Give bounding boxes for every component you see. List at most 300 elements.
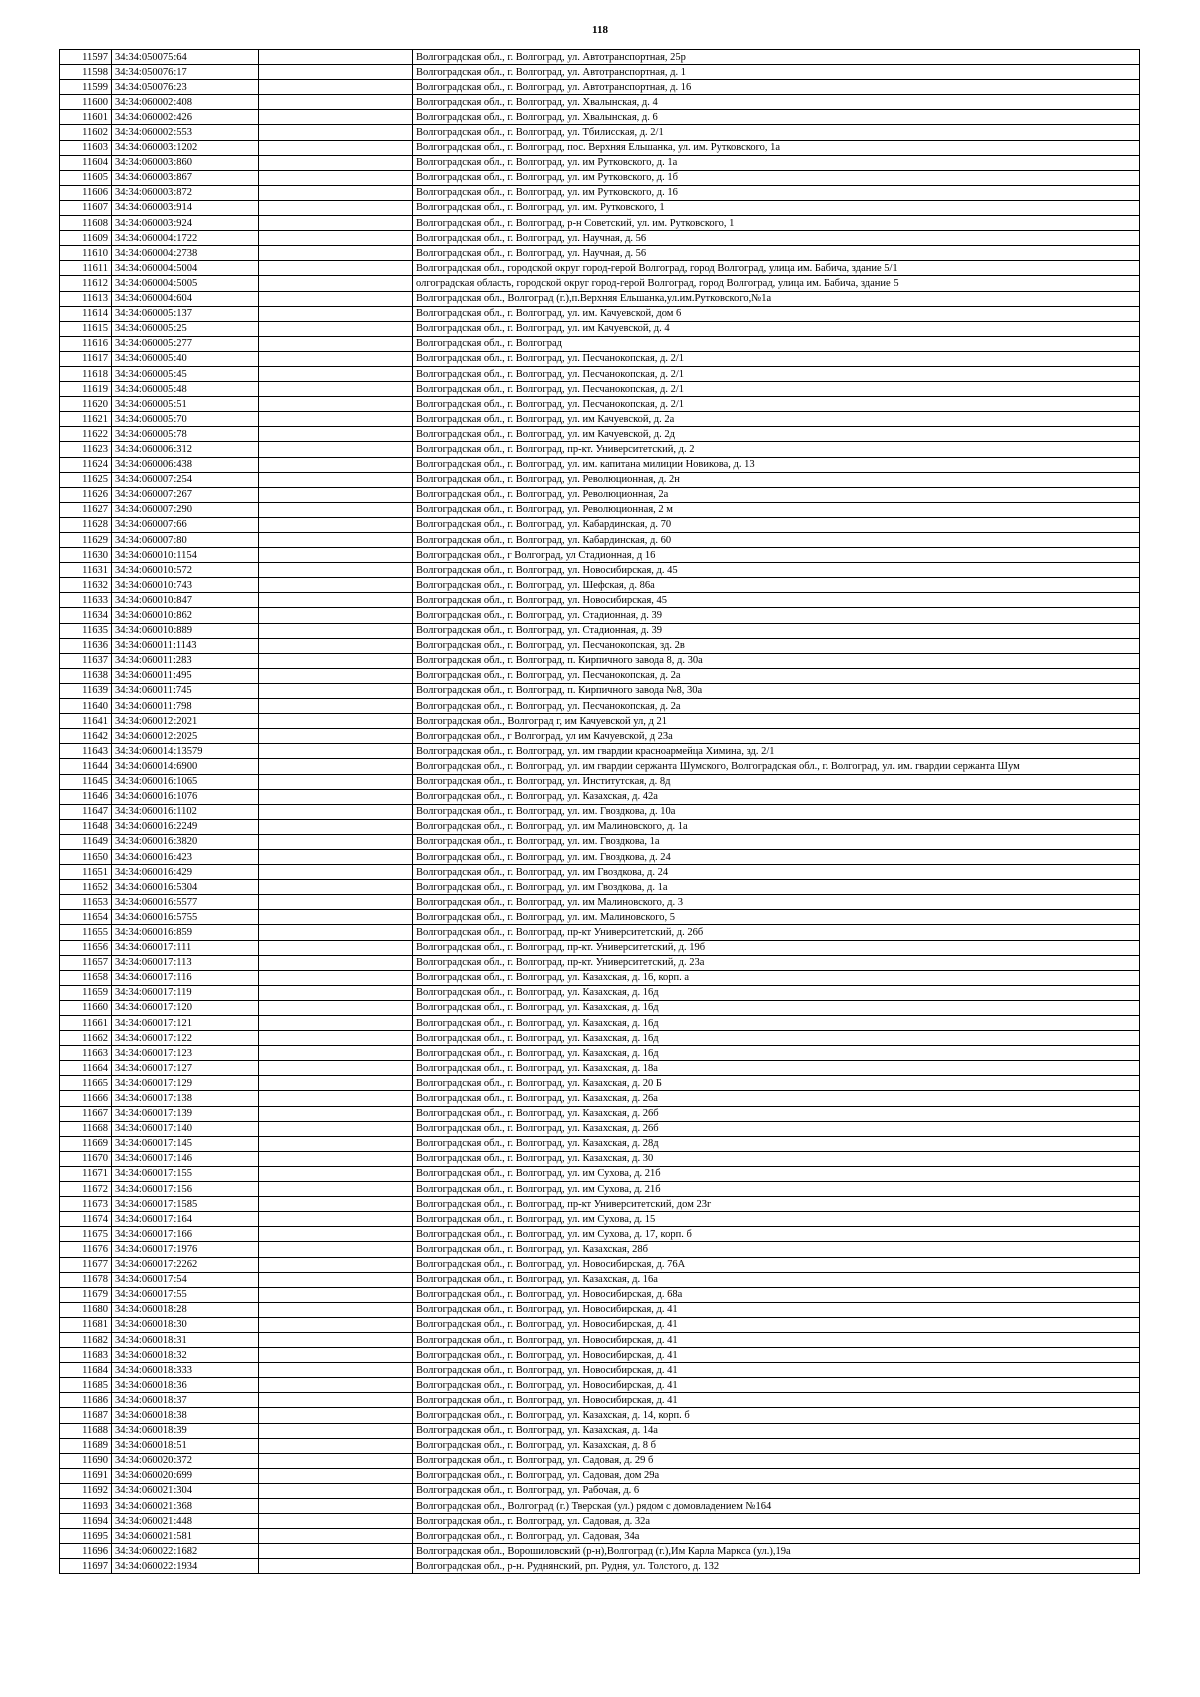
table-row (60, 638, 1140, 653)
table-row (60, 246, 1140, 261)
address-cell: Волгоградская обл., г. Волгоград, ул. Новосибирская, д. 41 (413, 1378, 1140, 1393)
address-cell: Волгоградская обл., г. Волгоград, пр-кт. Университетский, д. 23а (413, 955, 1140, 970)
cadastral-number-cell: 34:34:060021:304 (112, 1483, 259, 1498)
cadastral-number-cell: 34:34:060016:859 (112, 925, 259, 940)
table-row (60, 1031, 1140, 1046)
cadastral-number-cell: 34:34:060003:1202 (112, 140, 259, 155)
address-cell: Волгоградская обл., г. Волгоград, ул. Казахская, д. 26б (413, 1121, 1140, 1136)
address-cell: Волгоградская обл., г. Волгоград, ул. Казахская, д. 14, корп. б (413, 1408, 1140, 1423)
table-row (60, 1544, 1140, 1559)
cadastral-number-cell: 34:34:060007:290 (112, 502, 259, 517)
cadastral-number-cell: 34:34:060014:6900 (112, 759, 259, 774)
address-cell: Волгоградская обл., г. Волгоград, ул. Казахская, д. 26а (413, 1091, 1140, 1106)
empty-cell (259, 1438, 413, 1453)
address-cell: Волгоградская обл., г. Волгоград, ул. Научная, д. 56 (413, 246, 1140, 261)
table-row (60, 125, 1140, 140)
cadastral-number-cell: 34:34:060020:372 (112, 1453, 259, 1468)
empty-cell (259, 895, 413, 910)
empty-cell (259, 1151, 413, 1166)
empty-cell (259, 533, 413, 548)
table-row (60, 382, 1140, 397)
empty-cell (259, 940, 413, 955)
row-number-cell: 11656 (60, 940, 112, 955)
row-number-cell: 11634 (60, 608, 112, 623)
row-number-cell: 11659 (60, 985, 112, 1000)
empty-cell (259, 1166, 413, 1181)
row-number-cell: 11673 (60, 1197, 112, 1212)
table-row (60, 910, 1140, 925)
table-row (60, 1393, 1140, 1408)
cadastral-number-cell: 34:34:060017:122 (112, 1031, 259, 1046)
cadastral-number-cell: 34:34:050076:17 (112, 65, 259, 80)
empty-cell (259, 1287, 413, 1302)
row-number-cell: 11614 (60, 306, 112, 321)
table-row (60, 668, 1140, 683)
address-cell: Волгоградская обл., г. Волгоград, п. Кирпичного завода 8, д. 30а (413, 653, 1140, 668)
address-cell: Волгоградская обл., г. Волгоград, пос. Верхняя Ельшанка, ул. им. Рутковского, 1а (413, 140, 1140, 155)
cadastral-number-cell: 34:34:060017:2262 (112, 1257, 259, 1272)
cadastral-number-cell: 34:34:060017:113 (112, 955, 259, 970)
address-cell: Волгоградская обл., г. Волгоград, ул. Казахская, д. 26б (413, 1106, 1140, 1121)
address-cell: Волгоградская обл., г. Волгоград, ул. Новосибирская, д. 41 (413, 1302, 1140, 1317)
empty-cell (259, 1317, 413, 1332)
address-cell: Волгоградская обл., г. Волгоград, ул. Тбилисская, д. 2/1 (413, 125, 1140, 140)
table-row (60, 110, 1140, 125)
row-number-cell: 11674 (60, 1212, 112, 1227)
empty-cell (259, 834, 413, 849)
cadastral-number-cell: 34:34:060006:438 (112, 457, 259, 472)
row-number-cell: 11688 (60, 1423, 112, 1438)
cadastral-number-cell: 34:34:060017:155 (112, 1166, 259, 1181)
cadastral-number-cell: 34:34:060018:31 (112, 1332, 259, 1347)
address-cell: Волгоградская обл., г. Волгоград, ул. Казахская, д. 20 Б (413, 1076, 1140, 1091)
table-row (60, 578, 1140, 593)
address-cell: Волгоградская обл., г. Волгоград, ул. Казахская, д. 16а (413, 1272, 1140, 1287)
row-number-cell: 11647 (60, 804, 112, 819)
cadastral-number-cell: 34:34:060007:254 (112, 472, 259, 487)
table-row (60, 1000, 1140, 1015)
table-row (60, 1559, 1140, 1574)
empty-cell (259, 487, 413, 502)
empty-cell (259, 548, 413, 563)
address-cell: Волгоградская обл., г Волгоград, ул Стадионная, д 16 (413, 548, 1140, 563)
empty-cell (259, 517, 413, 532)
table-row (60, 1453, 1140, 1468)
table-row (60, 140, 1140, 155)
empty-cell (259, 1302, 413, 1317)
cadastral-number-cell: 34:34:060017:111 (112, 940, 259, 955)
address-cell: Волгоградская обл., г. Волгоград, ул. Казахская, д. 14а (413, 1423, 1140, 1438)
row-number-cell: 11618 (60, 366, 112, 381)
cadastral-number-cell: 34:34:060003:860 (112, 155, 259, 170)
row-number-cell: 11601 (60, 110, 112, 125)
empty-cell (259, 1393, 413, 1408)
row-number-cell: 11677 (60, 1257, 112, 1272)
empty-cell (259, 1000, 413, 1015)
row-number-cell: 11612 (60, 276, 112, 291)
cadastral-number-cell: 34:34:060017:116 (112, 970, 259, 985)
cadastral-number-cell: 34:34:060021:368 (112, 1499, 259, 1514)
address-cell: Волгоградская обл., г. Волгоград, пр-кт Университетский, д. 26б (413, 925, 1140, 940)
empty-cell (259, 593, 413, 608)
table-row (60, 940, 1140, 955)
empty-cell (259, 1514, 413, 1529)
empty-cell (259, 1121, 413, 1136)
table-row (60, 487, 1140, 502)
address-cell: Волгоградская обл., г. Волгоград, ул. Садовая, д. 32а (413, 1514, 1140, 1529)
row-number-cell: 11695 (60, 1529, 112, 1544)
empty-cell (259, 563, 413, 578)
row-number-cell: 11691 (60, 1468, 112, 1483)
row-number-cell: 11611 (60, 261, 112, 276)
empty-cell (259, 502, 413, 517)
table-row (60, 80, 1140, 95)
empty-cell (259, 216, 413, 231)
empty-cell (259, 1559, 413, 1574)
row-number-cell: 11687 (60, 1408, 112, 1423)
empty-cell (259, 880, 413, 895)
row-number-cell: 11606 (60, 185, 112, 200)
address-cell: Волгоградская обл., г. Волгоград, ул. Казахская, д. 16, корп. а (413, 970, 1140, 985)
empty-cell (259, 442, 413, 457)
empty-cell (259, 653, 413, 668)
table-row (60, 1483, 1140, 1498)
table-row (60, 1106, 1140, 1121)
address-cell: Волгоградская обл., г. Волгоград, ул. Шефская, д. 86а (413, 578, 1140, 593)
cadastral-number-cell: 34:34:050076:23 (112, 80, 259, 95)
empty-cell (259, 668, 413, 683)
cadastral-number-cell: 34:34:060012:2021 (112, 714, 259, 729)
empty-cell (259, 382, 413, 397)
cadastral-number-cell: 34:34:060010:889 (112, 623, 259, 638)
cadastral-number-cell: 34:34:060018:38 (112, 1408, 259, 1423)
empty-cell (259, 95, 413, 110)
table-row (60, 1332, 1140, 1347)
address-cell: Волгоградская обл., г. Волгоград, ул. им Гвоздкова, д. 24 (413, 865, 1140, 880)
table-row (60, 955, 1140, 970)
cadastral-number-cell: 34:34:060016:1102 (112, 804, 259, 819)
row-number-cell: 11690 (60, 1453, 112, 1468)
table-row (60, 744, 1140, 759)
address-cell: Волгоградская обл., г. Волгоград, ул. Новосибирская, д. 41 (413, 1363, 1140, 1378)
row-number-cell: 11694 (60, 1514, 112, 1529)
empty-cell (259, 1031, 413, 1046)
table-row (60, 1151, 1140, 1166)
empty-cell (259, 1544, 413, 1559)
table-row (60, 1136, 1140, 1151)
empty-cell (259, 1242, 413, 1257)
cadastral-number-cell: 34:34:060020:699 (112, 1468, 259, 1483)
row-number-cell: 11598 (60, 65, 112, 80)
empty-cell (259, 699, 413, 714)
empty-cell (259, 140, 413, 155)
cadastral-number-cell: 34:34:060016:3820 (112, 834, 259, 849)
row-number-cell: 11669 (60, 1136, 112, 1151)
land-plot-register-table (59, 49, 1140, 1574)
cadastral-number-cell: 34:34:060010:572 (112, 563, 259, 578)
empty-cell (259, 472, 413, 487)
table-row (60, 1046, 1140, 1061)
table-row (60, 714, 1140, 729)
address-cell: Волгоградская обл., г. Волгоград, ул. им Качуевской, д. 2а (413, 412, 1140, 427)
address-cell: Волгоградская обл., г. Волгоград, ул. Садовая, дом 29а (413, 1468, 1140, 1483)
row-number-cell: 11682 (60, 1332, 112, 1347)
empty-cell (259, 366, 413, 381)
row-number-cell: 11609 (60, 231, 112, 246)
cadastral-number-cell: 34:34:060011:798 (112, 699, 259, 714)
address-cell: Волгоградская обл., г. Волгоград, ул. Казахская, д. 16д (413, 1031, 1140, 1046)
address-cell: Волгоградская обл., г. Волгоград, ул. Хвалынская, д. 6 (413, 110, 1140, 125)
address-cell: Волгоградская обл., г. Волгоград, ул. Новосибирская, д. 41 (413, 1393, 1140, 1408)
cadastral-number-cell: 34:34:060017:164 (112, 1212, 259, 1227)
cadastral-number-cell: 34:34:060018:333 (112, 1363, 259, 1378)
table-row (60, 1182, 1140, 1197)
empty-cell (259, 200, 413, 215)
cadastral-number-cell: 34:34:060007:66 (112, 517, 259, 532)
address-cell: Волгоградская обл., г. Волгоград, ул. Казахская, д. 42а (413, 789, 1140, 804)
row-number-cell: 11641 (60, 714, 112, 729)
row-number-cell: 11644 (60, 759, 112, 774)
address-cell: Волгоградская обл., г. Волгоград, ул. Новосибирская, д. 68а (413, 1287, 1140, 1302)
row-number-cell: 11600 (60, 95, 112, 110)
address-cell: Волгоградская обл., г. Волгоград, ул. Кабардинская, д. 70 (413, 517, 1140, 532)
row-number-cell: 11627 (60, 502, 112, 517)
cadastral-number-cell: 34:34:060014:13579 (112, 744, 259, 759)
empty-cell (259, 231, 413, 246)
cadastral-number-cell: 34:34:060017:145 (112, 1136, 259, 1151)
address-cell: Волгоградская обл., г. Волгоград, ул. им. Гвоздкова, 1а (413, 834, 1140, 849)
address-cell: Волгоградская обл., Волгоград г, им Качуевской ул, д 21 (413, 714, 1140, 729)
cadastral-number-cell: 34:34:060005:40 (112, 351, 259, 366)
address-cell: Волгоградская обл., г. Волгоград, ул. Песчанокопская, д. 2/1 (413, 351, 1140, 366)
row-number-cell: 11684 (60, 1363, 112, 1378)
address-cell: Волгоградская обл., г. Волгоград, ул. Казахская, 28б (413, 1242, 1140, 1257)
cadastral-number-cell: 34:34:060018:32 (112, 1348, 259, 1363)
row-number-cell: 11654 (60, 910, 112, 925)
row-number-cell: 11620 (60, 397, 112, 412)
table-row (60, 729, 1140, 744)
address-cell: Волгоградская обл., г. Волгоград, ул. им. Гвоздкова, д. 24 (413, 849, 1140, 864)
table-row (60, 185, 1140, 200)
row-number-cell: 11686 (60, 1393, 112, 1408)
cadastral-number-cell: 34:34:060007:267 (112, 487, 259, 502)
table-row (60, 291, 1140, 306)
address-cell: олгоградская область, городской округ город-герой Волгоград, город Волгоград, улица им. Бабича, здание 5 (413, 276, 1140, 291)
address-cell: Волгоградская обл., г. Волгоград, ул. Казахская, д. 16д (413, 1000, 1140, 1015)
table-body (60, 50, 1140, 1574)
row-number-cell: 11683 (60, 1348, 112, 1363)
row-number-cell: 11605 (60, 170, 112, 185)
row-number-cell: 11655 (60, 925, 112, 940)
table-row (60, 261, 1140, 276)
page-number: 118 (592, 24, 608, 36)
table-row (60, 1317, 1140, 1332)
row-number-cell: 11651 (60, 865, 112, 880)
address-cell: Волгоградская обл., г. Волгоград, ул. Песчанокопская, д. 2/1 (413, 382, 1140, 397)
empty-cell (259, 849, 413, 864)
address-cell: Волгоградская обл., г. Волгоград, ул. им Рутковского, д. 1б (413, 170, 1140, 185)
address-cell: Волгоградская обл., г. Волгоград, ул. Садовая, д. 29 б (413, 1453, 1140, 1468)
empty-cell (259, 1136, 413, 1151)
row-number-cell: 11625 (60, 472, 112, 487)
row-number-cell: 11661 (60, 1016, 112, 1031)
address-cell: Волгоградская обл., г. Волгоград, ул. им. Гвоздкова, д. 10а (413, 804, 1140, 819)
row-number-cell: 11670 (60, 1151, 112, 1166)
address-cell: Волгоградская обл., Ворошиловский (р-н),Волгоград (г.),Им Карла Маркса (ул.),19а (413, 1544, 1140, 1559)
row-number-cell: 11663 (60, 1046, 112, 1061)
table-row (60, 1166, 1140, 1181)
row-number-cell: 11599 (60, 80, 112, 95)
cadastral-number-cell: 34:34:060018:37 (112, 1393, 259, 1408)
empty-cell (259, 683, 413, 698)
row-number-cell: 11657 (60, 955, 112, 970)
cadastral-number-cell: 34:34:060005:48 (112, 382, 259, 397)
cadastral-number-cell: 34:34:060017:1976 (112, 1242, 259, 1257)
address-cell: Волгоградская обл., г. Волгоград, ул. Садовая, 34а (413, 1529, 1140, 1544)
cadastral-number-cell: 34:34:060010:1154 (112, 548, 259, 563)
table-row (60, 1529, 1140, 1544)
address-cell: Волгоградская обл., г. Волгоград, ул. Новосибирская, д. 41 (413, 1332, 1140, 1347)
table-row (60, 1363, 1140, 1378)
cadastral-number-cell: 34:34:060003:914 (112, 200, 259, 215)
address-cell: Волгоградская обл., г. Волгоград, ул. Хвалынская, д. 4 (413, 95, 1140, 110)
table-row (60, 1348, 1140, 1363)
cadastral-number-cell: 34:34:060004:2738 (112, 246, 259, 261)
address-cell: Волгоградская обл., г. Волгоград, ул. Казахская, д. 16д (413, 1016, 1140, 1031)
row-number-cell: 11692 (60, 1483, 112, 1498)
table-row (60, 548, 1140, 563)
table-row (60, 1499, 1140, 1514)
address-cell: Волгоградская обл., г. Волгоград, ул. Новосибирская, д. 41 (413, 1317, 1140, 1332)
empty-cell (259, 623, 413, 638)
table-row (60, 397, 1140, 412)
empty-cell (259, 80, 413, 95)
cadastral-number-cell: 34:34:060021:581 (112, 1529, 259, 1544)
empty-cell (259, 1016, 413, 1031)
empty-cell (259, 291, 413, 306)
empty-cell (259, 789, 413, 804)
cadastral-number-cell: 34:34:060018:28 (112, 1302, 259, 1317)
row-number-cell: 11642 (60, 729, 112, 744)
address-cell: Волгоградская обл., г. Волгоград, ул. им. Малиновского, 5 (413, 910, 1140, 925)
row-number-cell: 11630 (60, 548, 112, 563)
cadastral-number-cell: 34:34:060018:39 (112, 1423, 259, 1438)
cadastral-number-cell: 34:34:060011:283 (112, 653, 259, 668)
table-row (60, 623, 1140, 638)
empty-cell (259, 955, 413, 970)
empty-cell (259, 1483, 413, 1498)
row-number-cell: 11640 (60, 699, 112, 714)
row-number-cell: 11652 (60, 880, 112, 895)
address-cell: Волгоградская обл., Волгоград (г.),п.Верхняя Ельшанка,ул.им.Рутковского,№1а (413, 291, 1140, 306)
address-cell: Волгоградская обл., г. Волгоград, ул. им Рутковского, д. 1а (413, 155, 1140, 170)
table-row (60, 1438, 1140, 1453)
empty-cell (259, 1091, 413, 1106)
row-number-cell: 11608 (60, 216, 112, 231)
table-row (60, 1468, 1140, 1483)
address-cell: Волгоградская обл., г. Волгоград (413, 336, 1140, 351)
address-cell: Волгоградская обл., г. Волгоград, ул. Революционная, д. 2н (413, 472, 1140, 487)
address-cell: Волгоградская обл., г. Волгоград, ул. Кабардинская, д. 60 (413, 533, 1140, 548)
table-row (60, 1272, 1140, 1287)
cadastral-number-cell: 34:34:060010:862 (112, 608, 259, 623)
empty-cell (259, 804, 413, 819)
address-cell: Волгоградская обл., г. Волгоград, ул. Революционная, 2а (413, 487, 1140, 502)
row-number-cell: 11689 (60, 1438, 112, 1453)
row-number-cell: 11629 (60, 533, 112, 548)
address-cell: Волгоградская обл., г. Волгоград, ул. Песчанокопская, зд. 2в (413, 638, 1140, 653)
row-number-cell: 11615 (60, 321, 112, 336)
row-number-cell: 11658 (60, 970, 112, 985)
address-cell: Волгоградская обл., городской округ город-герой Волгоград, город Волгоград, улица им. Бабича, здание 5/1 (413, 261, 1140, 276)
row-number-cell: 11696 (60, 1544, 112, 1559)
table-row (60, 593, 1140, 608)
empty-cell (259, 1182, 413, 1197)
empty-cell (259, 170, 413, 185)
table-row (60, 789, 1140, 804)
row-number-cell: 11607 (60, 200, 112, 215)
row-number-cell: 11650 (60, 849, 112, 864)
row-number-cell: 11671 (60, 1166, 112, 1181)
cadastral-number-cell: 34:34:060016:1076 (112, 789, 259, 804)
empty-cell (259, 427, 413, 442)
row-number-cell: 11681 (60, 1317, 112, 1332)
cadastral-number-cell: 34:34:060003:924 (112, 216, 259, 231)
table-row (60, 1408, 1140, 1423)
table-row (60, 155, 1140, 170)
row-number-cell: 11619 (60, 382, 112, 397)
address-cell: Волгоградская обл., г. Волгоград, ул. Автотранспортная, д. 1 (413, 65, 1140, 80)
table-row (60, 95, 1140, 110)
row-number-cell: 11633 (60, 593, 112, 608)
table-row (60, 502, 1140, 517)
row-number-cell: 11628 (60, 517, 112, 532)
row-number-cell: 11646 (60, 789, 112, 804)
row-number-cell: 11635 (60, 623, 112, 638)
table-row (60, 170, 1140, 185)
table-row (60, 427, 1140, 442)
row-number-cell: 11632 (60, 578, 112, 593)
cadastral-number-cell: 34:34:060016:5304 (112, 880, 259, 895)
address-cell: Волгоградская обл., г. Волгоград, ул. им Рутковского, д. 16 (413, 185, 1140, 200)
address-cell: Волгоградская обл., г. Волгоград, ул. им. капитана милиции Новикова, д. 13 (413, 457, 1140, 472)
empty-cell (259, 1272, 413, 1287)
address-cell: Волгоградская обл., г. Волгоград, ул. Автотранспортная, 25р (413, 50, 1140, 65)
table-row (60, 457, 1140, 472)
cadastral-number-cell: 34:34:060018:36 (112, 1378, 259, 1393)
row-number-cell: 11649 (60, 834, 112, 849)
table-row (60, 849, 1140, 864)
row-number-cell: 11610 (60, 246, 112, 261)
empty-cell (259, 65, 413, 80)
cadastral-number-cell: 34:34:060016:5577 (112, 895, 259, 910)
table-row (60, 970, 1140, 985)
cadastral-number-cell: 34:34:060017:120 (112, 1000, 259, 1015)
row-number-cell: 11621 (60, 412, 112, 427)
empty-cell (259, 1468, 413, 1483)
address-cell: Волгоградская обл., г. Волгоград, ул. им Сухова, д. 21б (413, 1166, 1140, 1181)
address-cell: Волгоградская обл., г. Волгоград, ул. Научная, д. 56 (413, 231, 1140, 246)
address-cell: Волгоградская обл., г. Волгоград, ул. Казахская, д. 30 (413, 1151, 1140, 1166)
address-cell: Волгоградская обл., г. Волгоград, ул. им. Качуевской, дом 6 (413, 306, 1140, 321)
row-number-cell: 11667 (60, 1106, 112, 1121)
address-cell: Волгоградская обл., г. Волгоград, ул. им гвардии красноармейца Химина, зд. 2/1 (413, 744, 1140, 759)
row-number-cell: 11616 (60, 336, 112, 351)
row-number-cell: 11653 (60, 895, 112, 910)
empty-cell (259, 1212, 413, 1227)
row-number-cell: 11672 (60, 1182, 112, 1197)
cadastral-number-cell: 34:34:060016:423 (112, 849, 259, 864)
